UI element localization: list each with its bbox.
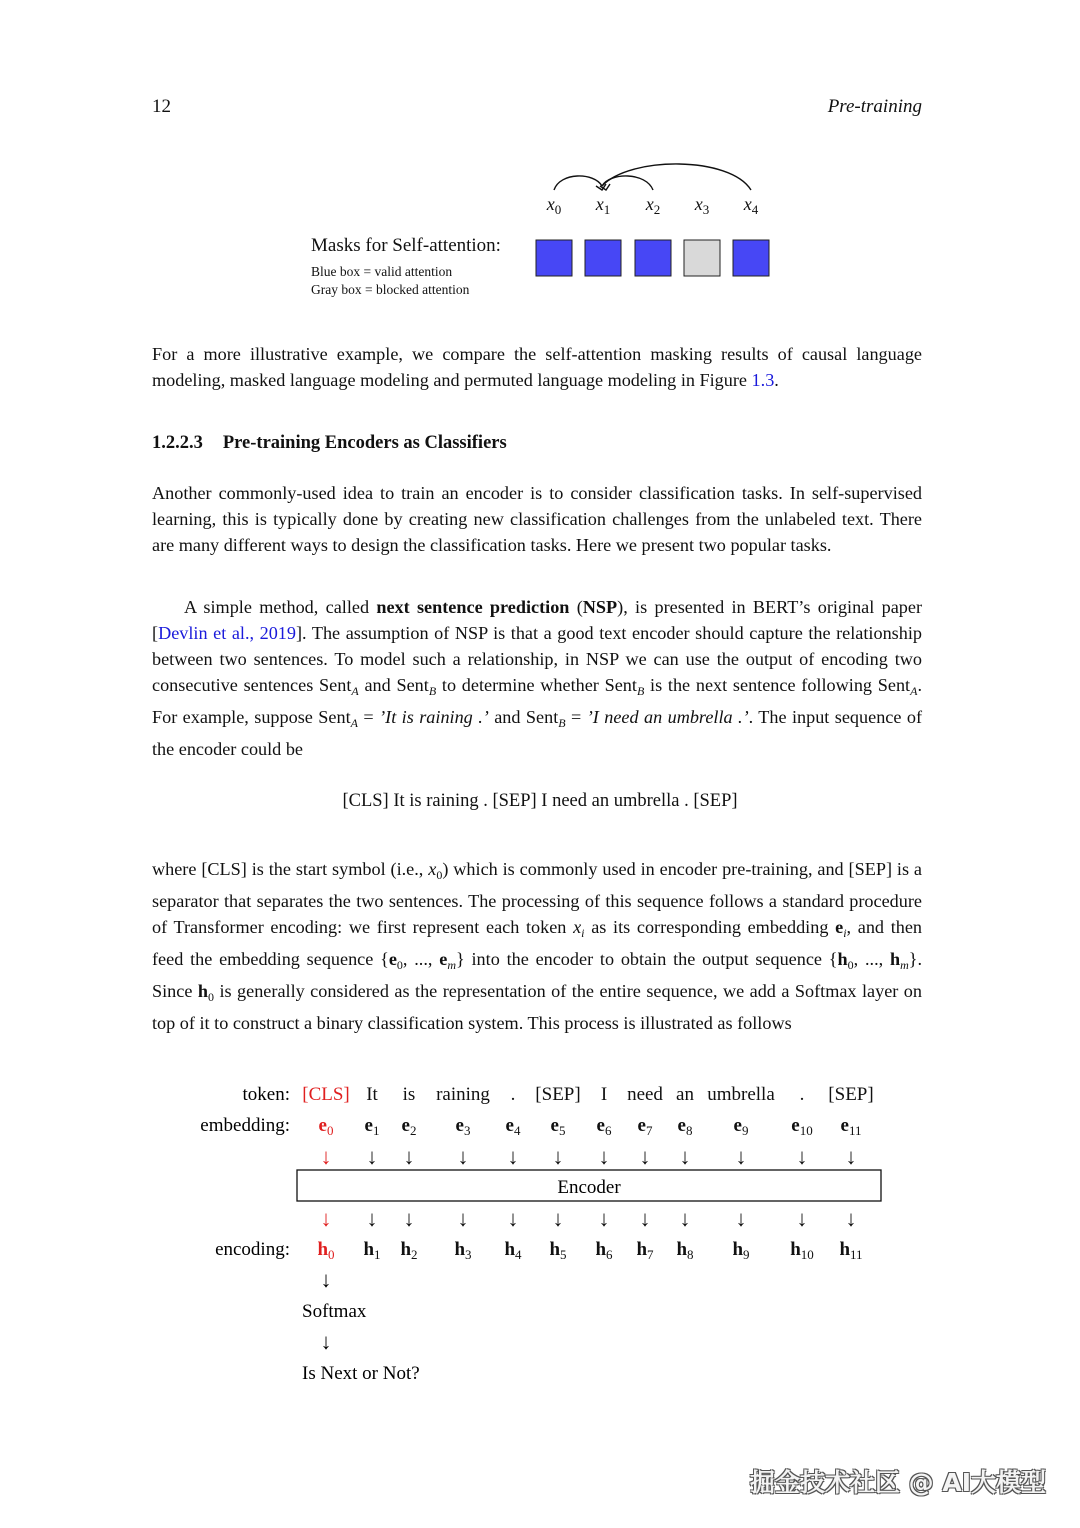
- input-arrow: ↓: [845, 1144, 857, 1169]
- output-arrow: ↓: [679, 1206, 691, 1231]
- mask-token-x4: $x_4$: [743, 194, 759, 217]
- attention-arcs: [554, 164, 751, 190]
- section-heading: [152, 433, 507, 454]
- token-label: is: [402, 1084, 416, 1105]
- output-arrow: ↓: [366, 1206, 378, 1231]
- token-label: [SEP]: [535, 1084, 581, 1105]
- encoding-vector: $h_{11}$: [839, 1239, 863, 1262]
- embedding-vector: $e_{10}$: [791, 1115, 813, 1138]
- input-arrow: ↓: [735, 1144, 747, 1169]
- token-label: [SEP]: [828, 1084, 874, 1105]
- token-label: raining: [436, 1084, 490, 1105]
- encoding-vector: $h_8$: [676, 1239, 694, 1262]
- encoding-vector: $h_0$: [317, 1239, 335, 1262]
- display-input-sequence: [CLS] It is raining . [SEP] I need an umbrella . [SEP]: [342, 791, 738, 811]
- input-arrow: ↓: [366, 1144, 378, 1169]
- input-arrow: ↓: [403, 1144, 415, 1169]
- input-arrow: ↓: [457, 1144, 469, 1169]
- output-arrow: ↓: [320, 1329, 332, 1354]
- encoding-vector: $h_{10}$: [790, 1239, 814, 1262]
- encoding-vector: $h_9$: [732, 1239, 750, 1262]
- section-title: Pre-training Encoders as Classifiers: [222, 433, 507, 453]
- section-number: 1.2.2.3: [152, 433, 203, 453]
- embedding-vector: $e_3$: [455, 1115, 471, 1138]
- token-label: an: [676, 1084, 694, 1105]
- paragraph-classification-intro: Another commonly-used idea to train an encoder is to consider classification tasks. In self-supervised learning, this is typically done by creating new classification challenges from the unlabeled text. There are many different ways to design the classification tasks. Here we present two popular tasks.: [152, 483, 922, 555]
- token-label: It: [366, 1084, 378, 1105]
- embedding-vector: $e_9$: [733, 1115, 749, 1138]
- output-arrow: ↓: [457, 1206, 469, 1231]
- token-label: umbrella: [707, 1084, 775, 1105]
- output-arrow: ↓: [598, 1206, 610, 1231]
- output-arrow: ↓: [552, 1206, 564, 1231]
- nsp-diagram: [180, 1072, 900, 1392]
- embedding-vector: $e_4$: [505, 1115, 521, 1138]
- term-nsp-abbr: NSP: [582, 597, 618, 617]
- output-arrow: ↓: [845, 1206, 857, 1231]
- mask-token-x3: $x_3$: [694, 194, 710, 217]
- mask-note-blue: Blue box = valid attention: [311, 264, 453, 279]
- output-arrow: ↓: [507, 1206, 519, 1231]
- input-arrow: ↓: [639, 1144, 651, 1169]
- term-nsp: next sentence prediction: [376, 597, 570, 617]
- mask-token-x0: $x_0$: [546, 194, 562, 217]
- token-label: [CLS]: [302, 1084, 350, 1105]
- paragraph-nsp: A simple method, called next sentence prediction (NSP), is presented in BERT’s original paper [Devlin et al., 2019]. The assumption of NSP is that a good text encoder should capture the relationship between two sentences. To model such a relationship, in NSP we can use the output of encoding two consecutive sentences Sent$_A$ and Sent$_B$ to determine whether Sent$_B$ is the next sentence following Sent$_A$. For example, suppose Sent$_A$ = ’It is raining .’ and Sent$_B$ = ’I need an umbrella .’. The input sequence of the encoder could be: [152, 597, 923, 759]
- embedding-vector: $e_8$: [677, 1115, 693, 1138]
- embedding-vector: $e_2$: [401, 1115, 417, 1138]
- mask-box-valid: [536, 240, 572, 276]
- input-arrow: ↓: [679, 1144, 691, 1169]
- embedding-vector: $e_0$: [318, 1115, 334, 1138]
- embedding-vector: $e_5$: [550, 1115, 566, 1138]
- token-label: I: [600, 1084, 608, 1105]
- output-arrow: ↓: [796, 1206, 808, 1231]
- mask-box-valid: [585, 240, 621, 276]
- mask-box-blocked: [684, 240, 720, 276]
- mask-box-valid: [733, 240, 769, 276]
- mask-box-valid: [635, 240, 671, 276]
- paragraph-figure-reference: For a more illustrative example, we compare the self-attention masking results of causal language modeling, masked language modeling and permuted language modeling in Figure 1.3.: [152, 344, 922, 390]
- encoding-vector: $h_5$: [549, 1239, 567, 1262]
- encoder-label: Encoder: [557, 1177, 621, 1198]
- row-label-token: token:: [242, 1084, 290, 1105]
- encoding-vector: $h_2$: [400, 1239, 418, 1262]
- encoding-vector: $h_4$: [504, 1239, 522, 1262]
- encoding-vector: $h_7$: [636, 1239, 654, 1262]
- embedding-vector: $e_6$: [596, 1115, 612, 1138]
- token-label: .: [799, 1084, 805, 1105]
- output-arrow: ↓: [320, 1206, 332, 1231]
- output-arrow: ↓: [735, 1206, 747, 1231]
- mask-figure: [520, 160, 790, 290]
- input-arrow: ↓: [796, 1144, 808, 1169]
- encoding-vector: $h_1$: [363, 1239, 381, 1262]
- watermark: 掘金技术社区 @ AI大模型: [749, 1468, 1046, 1497]
- page-number: 12: [152, 96, 171, 117]
- embedding-vector: $e_1$: [364, 1115, 380, 1138]
- mask-token-x2: $x_2$: [645, 194, 661, 217]
- paragraph-encoding-process: where [CLS] is the start symbol (i.e., $x_0$) which is commonly used in encoder pre-training, and [SEP] is a separator that separates the two sentences. The processing of this sequence follows a standard procedure of Transformer encoding: we first represent each token $x_i$ as its corresponding embedding $e_i$, and then feed the embedding sequence {$e_0$, ..., $e_m$} into the encoder to obtain the output sequence {$h_0$, ..., $h_m$}. Since $h_0$ is generally considered as the representation of the entire sequence, we add a Softmax layer on top of it to construct a binary classification system. This process is illustrated as follows: [152, 859, 923, 1033]
- mask-note-gray: Gray box = blocked attention: [311, 282, 470, 297]
- figure-link[interactable]: 1.3: [751, 369, 775, 390]
- softmax-label: Softmax: [302, 1301, 367, 1322]
- input-arrow: ↓: [320, 1144, 332, 1169]
- row-label-embedding: embedding:: [200, 1115, 290, 1136]
- embedding-vector: $e_{11}$: [840, 1115, 862, 1138]
- input-arrow: ↓: [598, 1144, 610, 1169]
- input-arrow: ↓: [552, 1144, 564, 1169]
- token-label: need: [627, 1084, 663, 1105]
- encoding-vector: $h_6$: [595, 1239, 613, 1262]
- output-arrow: ↓: [403, 1206, 415, 1231]
- softmax-arrow: ↓: [320, 1267, 332, 1292]
- input-arrow: ↓: [507, 1144, 519, 1169]
- running-head: Pre-training: [827, 96, 922, 117]
- output-arrow: ↓: [639, 1206, 651, 1231]
- row-label-encoding: encoding:: [215, 1239, 290, 1260]
- citation-devlin-link[interactable]: Devlin et al., 2019: [158, 622, 296, 643]
- encoding-vector: $h_3$: [454, 1239, 472, 1262]
- embedding-vector: $e_7$: [637, 1115, 653, 1138]
- token-label: .: [510, 1084, 516, 1105]
- output-label: Is Next or Not?: [302, 1363, 420, 1384]
- mask-token-x1: $x_1$: [595, 194, 611, 217]
- mask-figure-title: Masks for Self-attention:: [311, 235, 501, 256]
